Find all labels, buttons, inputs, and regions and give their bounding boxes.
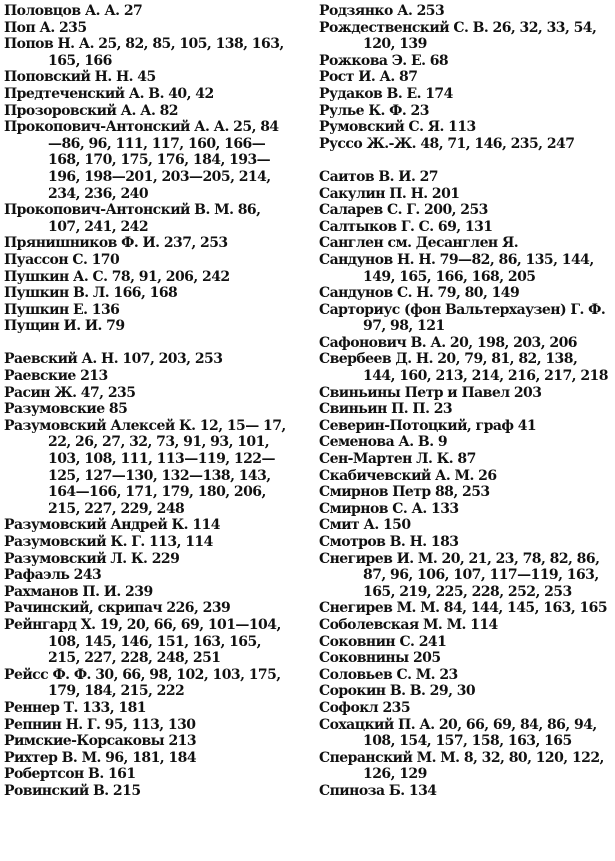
index-entry: Предтеченский А. В. 40, 42 [4,85,214,102]
index-entry: Раевские 213 [4,368,108,385]
index-entry: Пушкин Е. 136 [4,301,120,318]
index-entry: Пушкин А. С. 78, 91, 206, 242 [4,268,230,285]
index-entry: Рихтер В. М. 96, 181, 184 [4,749,197,766]
index-entry: Ровинский В. 215 [4,782,141,799]
index-entry: Рафаэль 243 [4,567,102,584]
index-entry: Свиньины Петр и Павел 203 [319,384,542,401]
index-entry: Рождественский С. В. 26, 32, 33, 54, 120, 139 [319,19,597,53]
index-entry: Руссо Ж.-Ж. 48, 71, 146, 235, 247 [319,135,575,152]
index-entry: Свербеев Д. Н. 20, 79, 81, 82, 138, 144, 160, 213, 214, 216, 217, 218 [319,351,608,385]
index-entry: Рулье К. Ф. 23 [319,102,429,119]
index-entry: Румовский С. Я. 113 [319,119,476,136]
index-entry: Сперанский М. М. 8, 32, 80, 120, 122, 126, 129 [319,749,604,783]
index-entry: Рожкова Э. Е. 68 [319,52,449,69]
index-entry: Рахманов П. И. 239 [4,583,153,600]
index-entry: Смирнов Петр 88, 253 [319,484,490,501]
letter-section-gap [319,152,611,169]
index-entry: Рачинский, скрипач 226, 239 [4,600,231,617]
index-entry: Соловьев С. М. 23 [319,666,458,683]
index-entry: Рейнгард Х. 19, 20, 66, 69, 101—104, 108, 145, 146, 151, 163, 165, 215, 227, 228, 248, 251 [4,616,281,667]
index-entry: Попов Н. А. 25, 82, 85, 105, 138, 163, 165, 166 [4,36,284,69]
index-entry: Сохацкий П. А. 20, 66, 69, 84, 86, 94, 108, 154, 157, 158, 163, 165 [319,716,597,750]
index-entry: Разумовский Андрей К. 114 [4,517,220,534]
index-entry: Софокл 235 [319,699,411,716]
index-entry: Соковнины 205 [319,650,441,667]
index-entry: Соболевская М. М. 114 [319,616,498,633]
index-entry: Раевский А. Н. 107, 203, 253 [4,351,223,368]
index-entry: Свиньин П. П. 23 [319,401,453,418]
index-entry: Прокопович-Антонский А. А. 25, 84—86, 96, 111, 117, 160, 166— 168, 170, 175, 176, 184, 193— 196, 198—201, 203—205, 214, 234, 236, 240 [4,119,279,202]
index-entry: Рудаков В. Е. 174 [319,85,453,102]
index-entry: Сарториус (фон Вальтерхаузен) Г. Ф. 97, 98, 121 [319,301,606,335]
index-entry: Расин Ж. 47, 235 [4,384,136,401]
index-entry: Скабичевский А. М. 26 [319,467,497,484]
index-entry: Северин-Потоцкий, граф 41 [319,417,537,434]
index-entry: Саларев С. Г. 200, 253 [319,202,488,219]
index-entry: Рейсс Ф. Ф. 30, 66, 98, 102, 103, 175, 179, 184, 215, 222 [4,666,281,700]
index-entry: Пущин И. И. 79 [4,318,125,335]
index-entry: Репнин Н. Г. 95, 113, 130 [4,716,196,733]
index-entry: Разумовский Алексей К. 12, 15— 17, 22, 26, 27, 32, 73, 91, 93, 101, 103, 108, 111, 113—119, 122— 125, 127—130, 132—138, 143, 164—166, 171, 179, 180, 206, 215, 227, 229, 248 [4,417,286,517]
index-entry: Разумовский Л. К. 229 [4,550,180,567]
index-entry: Семенова А. В. 9 [319,434,448,451]
index-entry: Смотров В. Н. 183 [319,534,459,550]
index-entry: Разумовские 85 [4,401,128,418]
index-entry: Пушкин В. Л. 166, 168 [4,285,178,302]
index-entry: Санглен см. Десанглен Я. [319,235,519,252]
index-entry: Прозоровский А. А. 82 [4,102,178,119]
index-entry: Поп А. 235 [4,19,87,36]
index-entry: Сен-Мартен Л. К. 87 [319,451,476,468]
index-entry: Салтыков Г. С. 69, 131 [319,218,493,235]
index-column-left [4,3,292,800]
index-entry: Смит А. 150 [319,517,411,534]
index-entry: Сакулин П. Н. 201 [319,185,460,202]
index-entry: Пуассон С. 170 [4,251,120,268]
index-entry: Саитов В. И. 27 [319,168,439,185]
index-entry: Снегирев М. М. 84, 144, 145, 163, 165 [319,600,608,617]
index-entry: Сандунов Н. Н. 79—82, 86, 135, 144, 149, 165, 166, 168, 205 [319,251,594,285]
index-entry: Снегирев И. М. 20, 21, 23, 78, 82, 86, 87, 96, 106, 107, 117—119, 163, 165, 219, 225, 228, 252, 253 [319,550,600,600]
index-entry: Соковнин С. 241 [319,633,447,650]
index-entry: Спиноза Б. 134 [319,782,437,799]
index-entry: Рост И. А. 87 [319,69,418,86]
letter-section-gap [4,335,292,352]
index-entry: Робертсон В. 161 [4,766,136,783]
index-entry: Прокопович-Антонский В. М. 86, 107, 241, 242 [4,202,261,235]
index-entry: Прянишников Ф. И. 237, 253 [4,235,228,252]
index-entry: Сафонович В. А. 20, 198, 203, 206 [319,334,577,351]
index-entry: Поповский Н. Н. 45 [4,69,156,86]
index-entry: Разумовский К. Г. 113, 114 [4,534,213,550]
index-entry: Сандунов С. Н. 79, 80, 149 [319,285,520,302]
index-entry: Сорокин В. В. 29, 30 [319,683,476,700]
index-entry: Римские-Корсаковы 213 [4,733,197,750]
index-entry: Половцов А. А. 27 [4,3,143,19]
index-entry: Реннер Т. 133, 181 [4,699,146,716]
index-column-right [319,3,611,800]
index-entry: Смирнов С. А. 133 [319,500,459,517]
index-entry: Родзянко А. 253 [319,3,445,19]
